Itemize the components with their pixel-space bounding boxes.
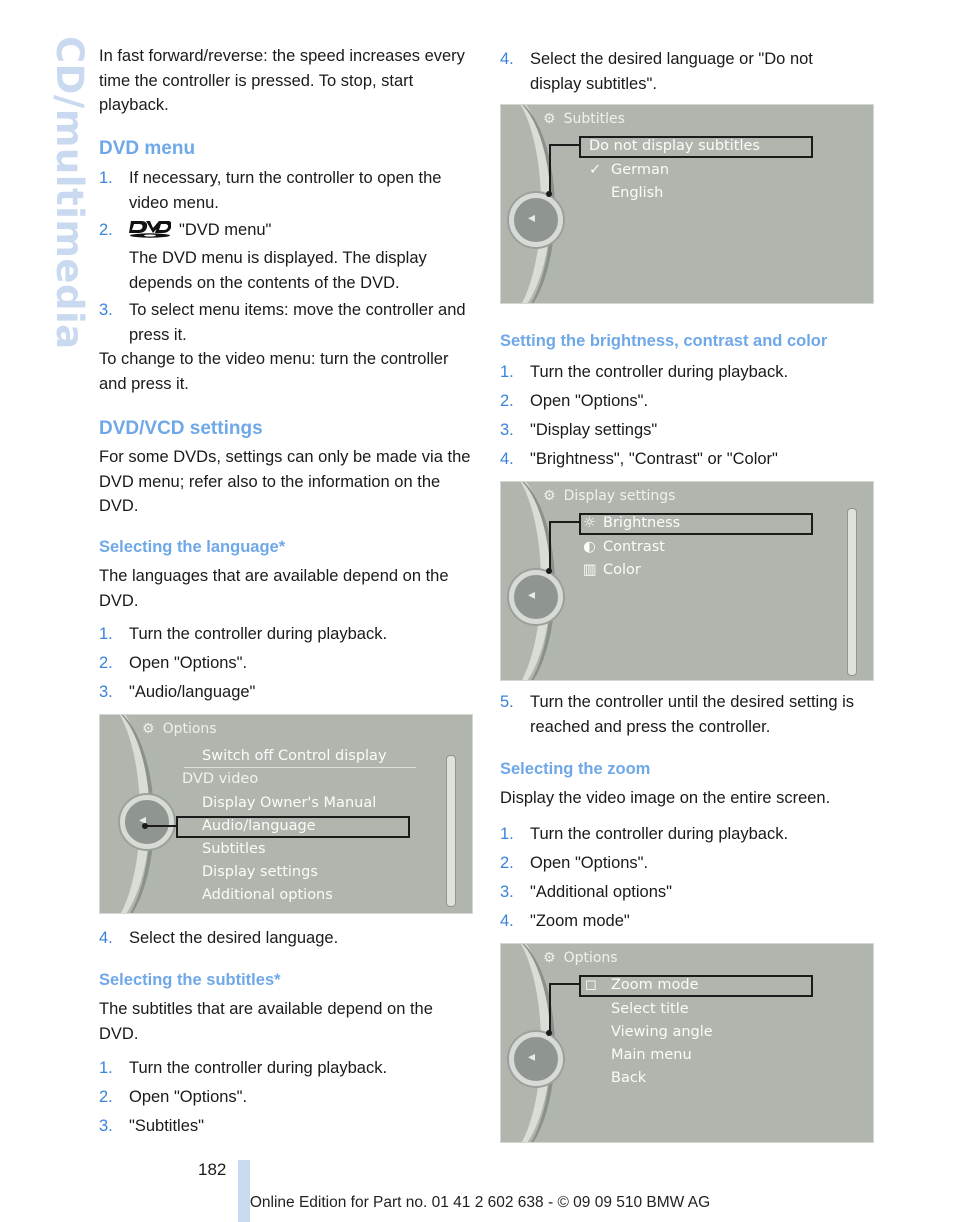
menu-item: Display settings — [202, 864, 318, 880]
highlight-frame — [579, 513, 813, 535]
menu-item — [583, 539, 665, 555]
scrollbar — [847, 508, 857, 676]
display-settings-screen — [500, 481, 874, 681]
screen-title — [543, 111, 625, 127]
screen-title-text: Subtitles — [563, 111, 625, 127]
dvd-vcd-heading: DVD/VCD settings — [99, 418, 263, 439]
controller-knob-icon — [509, 1032, 563, 1086]
controller-knob-icon — [120, 795, 174, 849]
screen-title-text: Display settings — [563, 488, 676, 504]
step-number: 1. — [500, 363, 514, 381]
step-number: 2. — [500, 392, 514, 410]
screen-title-text: Options — [563, 950, 618, 966]
callout-dot — [546, 1030, 552, 1036]
screen-title — [142, 721, 217, 737]
controller-knob-icon — [509, 570, 563, 624]
page-marker-bar — [238, 1160, 250, 1222]
step-text: "Brightness", "Contrast" or "Color" — [530, 450, 778, 468]
page-number: 182 — [198, 1160, 227, 1179]
menu-item-label: Zoom mode — [611, 977, 699, 993]
screen-title — [543, 488, 675, 504]
dvd-menu-note: To change to the video menu: turn the controller and press it. — [99, 350, 449, 393]
step-text: If necessary, turn the controller to open the video menu. — [129, 169, 442, 212]
step-number: 4. — [500, 912, 514, 930]
step-text: Turn the controller during playback. — [129, 1059, 388, 1077]
step-number: 3. — [99, 301, 113, 319]
step-number: 1. — [500, 825, 514, 843]
section-tab — [0, 0, 91, 350]
footer-text: Online Edition for Part no. 01 41 2 602 638 - © 09 09 510 BMW AG — [249, 1194, 711, 1211]
scrollbar — [446, 755, 456, 907]
options-gear-icon: ⚙ — [543, 488, 556, 504]
menu-item-label: Color — [603, 562, 641, 578]
step-number: 2. — [99, 654, 113, 672]
subtitles-text: The subtitles that are available depend on the DVD. — [99, 1000, 433, 1043]
step-text: Open "Options". — [530, 392, 649, 410]
step-text: Turn the controller during playback. — [530, 363, 789, 381]
step-number: 2. — [99, 1088, 113, 1106]
menu-item-label: Contrast — [603, 539, 665, 555]
callout-dot — [546, 191, 552, 197]
menu-group-label: DVD video — [182, 771, 259, 787]
menu-item-selected: Audio/language — [202, 818, 316, 834]
step-text: Turn the controller during playback. — [530, 825, 789, 843]
screen-title — [543, 950, 618, 966]
contrast-icon: ◐ — [583, 539, 596, 555]
step-number: 4. — [500, 50, 514, 68]
step-label: "DVD menu" — [179, 221, 272, 239]
step-text: "Subtitles" — [129, 1117, 204, 1135]
step-text — [129, 218, 473, 243]
menu-item-selected: Do not display subtitles — [589, 138, 760, 154]
menu-item: Back — [611, 1070, 647, 1086]
zoom-heading: Selecting the zoom — [500, 760, 651, 778]
dvd-vcd-text: For some DVDs, settings can only be made via the DVD menu; refer also to the information on the DVD. — [99, 448, 471, 515]
step-text: Turn the controller during playback. — [129, 625, 388, 643]
section-tab-label: CD/multimedia — [48, 36, 91, 350]
step-text: Open "Options". — [129, 1088, 248, 1106]
menu-item: Subtitles — [202, 841, 266, 857]
callout-line — [145, 825, 176, 827]
menu-item: English — [611, 185, 664, 201]
menu-item-label: German — [611, 162, 670, 178]
step-number: 3. — [500, 421, 514, 439]
options-gear-icon: ⚙ — [142, 721, 155, 737]
brightness-icon: ☼ — [583, 515, 596, 531]
step-text: Select the desired language or "Do not display subtitles". — [530, 50, 813, 93]
step-number: 2. — [500, 854, 514, 872]
callout-dot — [142, 823, 148, 829]
step-text: "Additional options" — [530, 883, 672, 901]
menu-item: Viewing angle — [611, 1024, 713, 1040]
callout-dot — [546, 568, 552, 574]
options-gear-icon: ⚙ — [543, 950, 556, 966]
zoom-text: Display the video image on the entire screen. — [500, 789, 831, 807]
step-number: 3. — [500, 883, 514, 901]
step-text: Open "Options". — [530, 854, 649, 872]
menu-item-checked — [589, 162, 669, 178]
menu-item: Additional options — [202, 887, 333, 903]
step-number: 3. — [99, 1117, 113, 1135]
highlight-frame — [579, 975, 813, 997]
menu-item: Main menu — [611, 1047, 692, 1063]
menu-item: Select title — [611, 1001, 689, 1017]
step-text: To select menu items: move the controller and press it. — [129, 301, 466, 344]
callout-line — [549, 144, 581, 196]
dvd-menu-heading: DVD menu — [99, 138, 196, 159]
step-text: "Zoom mode" — [530, 912, 630, 930]
color-icon: ▥ — [583, 562, 597, 578]
callout-line — [549, 983, 581, 1035]
checkmark-icon: ✓ — [589, 162, 602, 178]
menu-item-label: Brightness — [603, 515, 681, 531]
controller-knob-icon — [509, 193, 563, 247]
screen-title-text: Options — [162, 721, 217, 737]
step-number: 5. — [500, 693, 514, 711]
callout-line — [549, 521, 581, 573]
step-number: 3. — [99, 683, 113, 701]
brightness-heading: Setting the brightness, contrast and color — [500, 332, 828, 350]
step-number: 1. — [99, 169, 113, 187]
options-screen-audio — [99, 714, 473, 914]
step-text: Select the desired language. — [129, 929, 339, 947]
checkbox-icon: ◻ — [585, 977, 598, 993]
step-number: 4. — [500, 450, 514, 468]
step-text: Turn the controller until the desired setting is reached and press the controller. — [530, 693, 855, 736]
menu-divider — [184, 767, 416, 768]
step-text: "Display settings" — [530, 421, 658, 439]
dvd-menu-step-2-subtext: The DVD menu is displayed. The display depends on the contents of the DVD. — [129, 249, 427, 292]
menu-item — [583, 562, 641, 578]
intro-paragraph: In fast forward/reverse: the speed increases every time the controller is pressed. To stop, start playback. — [99, 47, 465, 114]
options-gear-icon: ⚙ — [543, 111, 556, 127]
menu-item: Display Owner's Manual — [202, 795, 377, 811]
highlight-frame — [579, 136, 813, 158]
step-number: 1. — [99, 1059, 113, 1077]
step-number: 4. — [99, 929, 113, 947]
dvd-logo-icon — [129, 218, 171, 238]
language-heading: Selecting the language* — [99, 538, 286, 556]
step-number: 1. — [99, 625, 113, 643]
subtitles-screen — [500, 104, 874, 304]
step-text: "Audio/language" — [129, 683, 256, 701]
step-text: Open "Options". — [129, 654, 248, 672]
highlight-frame — [176, 816, 410, 838]
options-screen-zoom — [500, 943, 874, 1143]
menu-item: Switch off Control display — [202, 748, 387, 764]
step-number: 2. — [99, 221, 113, 239]
language-text: The languages that are available depend on the DVD. — [99, 567, 449, 610]
subtitles-heading: Selecting the subtitles* — [99, 971, 281, 989]
